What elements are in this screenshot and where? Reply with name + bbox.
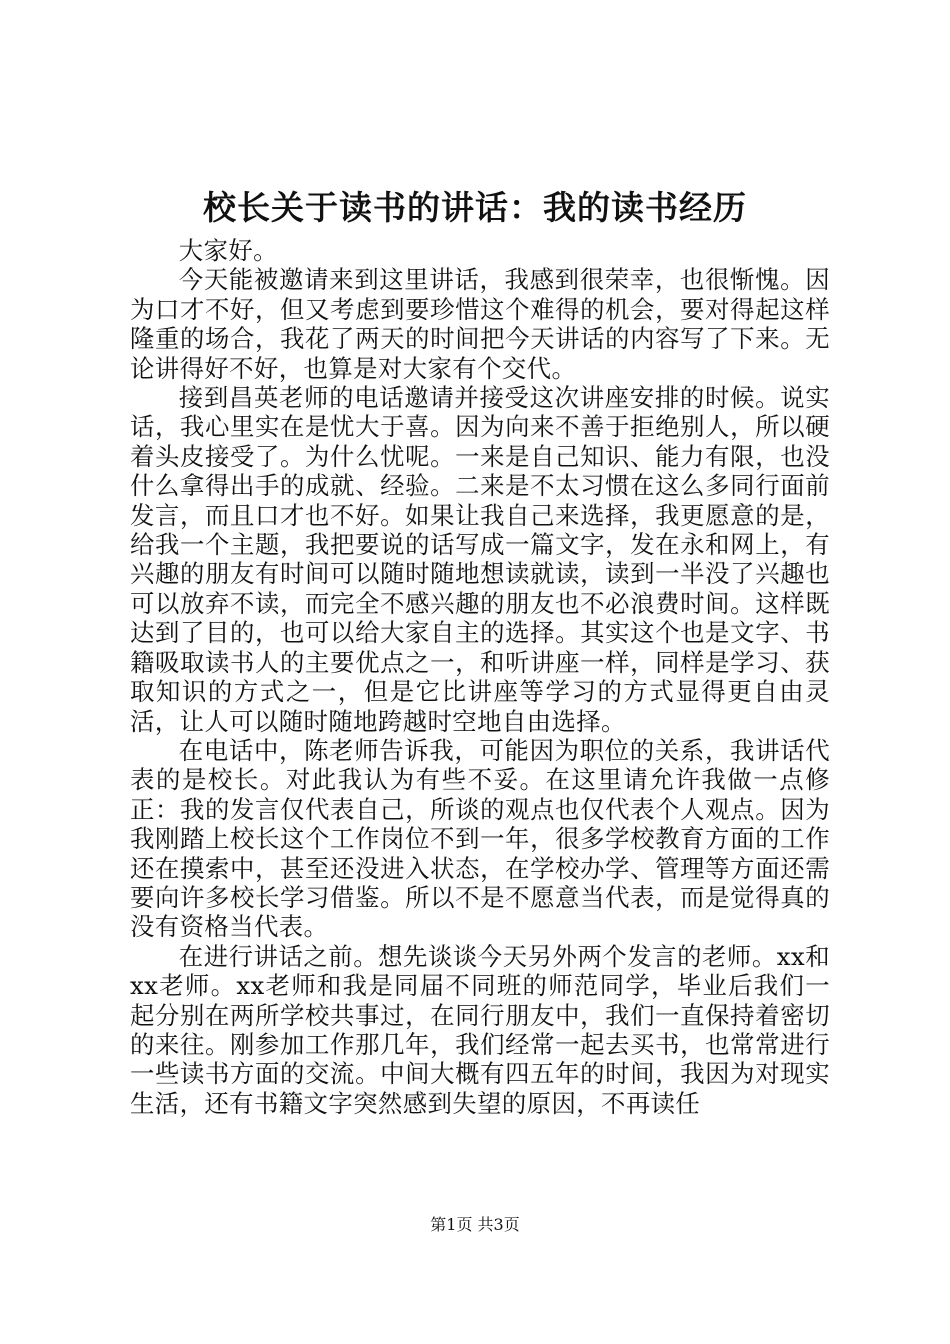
paragraph-4: 在进行讲话之前。想先谈谈今天另外两个发言的老师。xx和xx老师。xx老师和我是同届不同班的师范同学，毕业后我们一起分别在两所学校共事过，在同行朋友中，我们一直保持着密切的来往。刚参加工作那几年，我们经常一起去买书，也常常进行一些读书方面的交流。中间大概有四五年的时间，我因为对现实生活，还有书籍文字突然感到失望的原因，不再读任 xyxy=(130,941,830,1118)
document-body xyxy=(130,236,830,1118)
document-title: 校长关于读书的讲话：我的读书经历 xyxy=(203,188,747,227)
page-number-footer: 第1页 共3页 xyxy=(430,1215,520,1234)
paragraph-2: 接到昌英老师的电话邀请并接受这次讲座安排的时候。说实话，我心里实在是忧大于喜。因为向来不善于拒绝别人，所以硬着头皮接受了。为什么忧呢。一来是自己知识、能力有限，也没什么拿得出手的成就、经验。二来是不太习惯在这么多同行面前发言，而且口才也不好。如果让我自己来选择，我更愿意的是，给我一个主题，我把要说的话写成一篇文字，发在永和网上，有兴趣的朋友有时间可以随时随地想读就读，读到一半没了兴趣也可以放弃不读，而完全不感兴趣的朋友也不必浪费时间。这样既达到了目的，也可以给大家自主的选择。其实这个也是文字、书籍吸取读书人的主要优点之一，和听讲座一样，同样是学习、获取知识的方式之一，但是它比讲座等学习的方式显得更自由灵活，让人可以随时随地跨越时空地自由选择。 xyxy=(130,383,830,736)
paragraph-3: 在电话中，陈老师告诉我，可能因为职位的关系，我讲话代表的是校长。对此我认为有些不妥。在这里请允许我做一点修正：我的发言仅代表自己，所谈的观点也仅代表个人观点。因为我刚踏上校长这个工作岗位不到一年，很多学校教育方面的工作还在摸索中，甚至还没进入状态，在学校办学、管理等方面还需要向许多校长学习借鉴。所以不是不愿意当代表，而是觉得真的没有资格当代表。 xyxy=(130,735,830,942)
paragraph-greeting: 大家好。 xyxy=(178,236,278,265)
paragraph-1: 今天能被邀请来到这里讲话，我感到很荣幸，也很惭愧。因为口才不好，但又考虑到要珍惜这个难得的机会，要对得起这样隆重的场合，我花了两天的时间把今天讲话的内容写了下来。无论讲得好不好，也算是对大家有个交代。 xyxy=(130,265,830,383)
